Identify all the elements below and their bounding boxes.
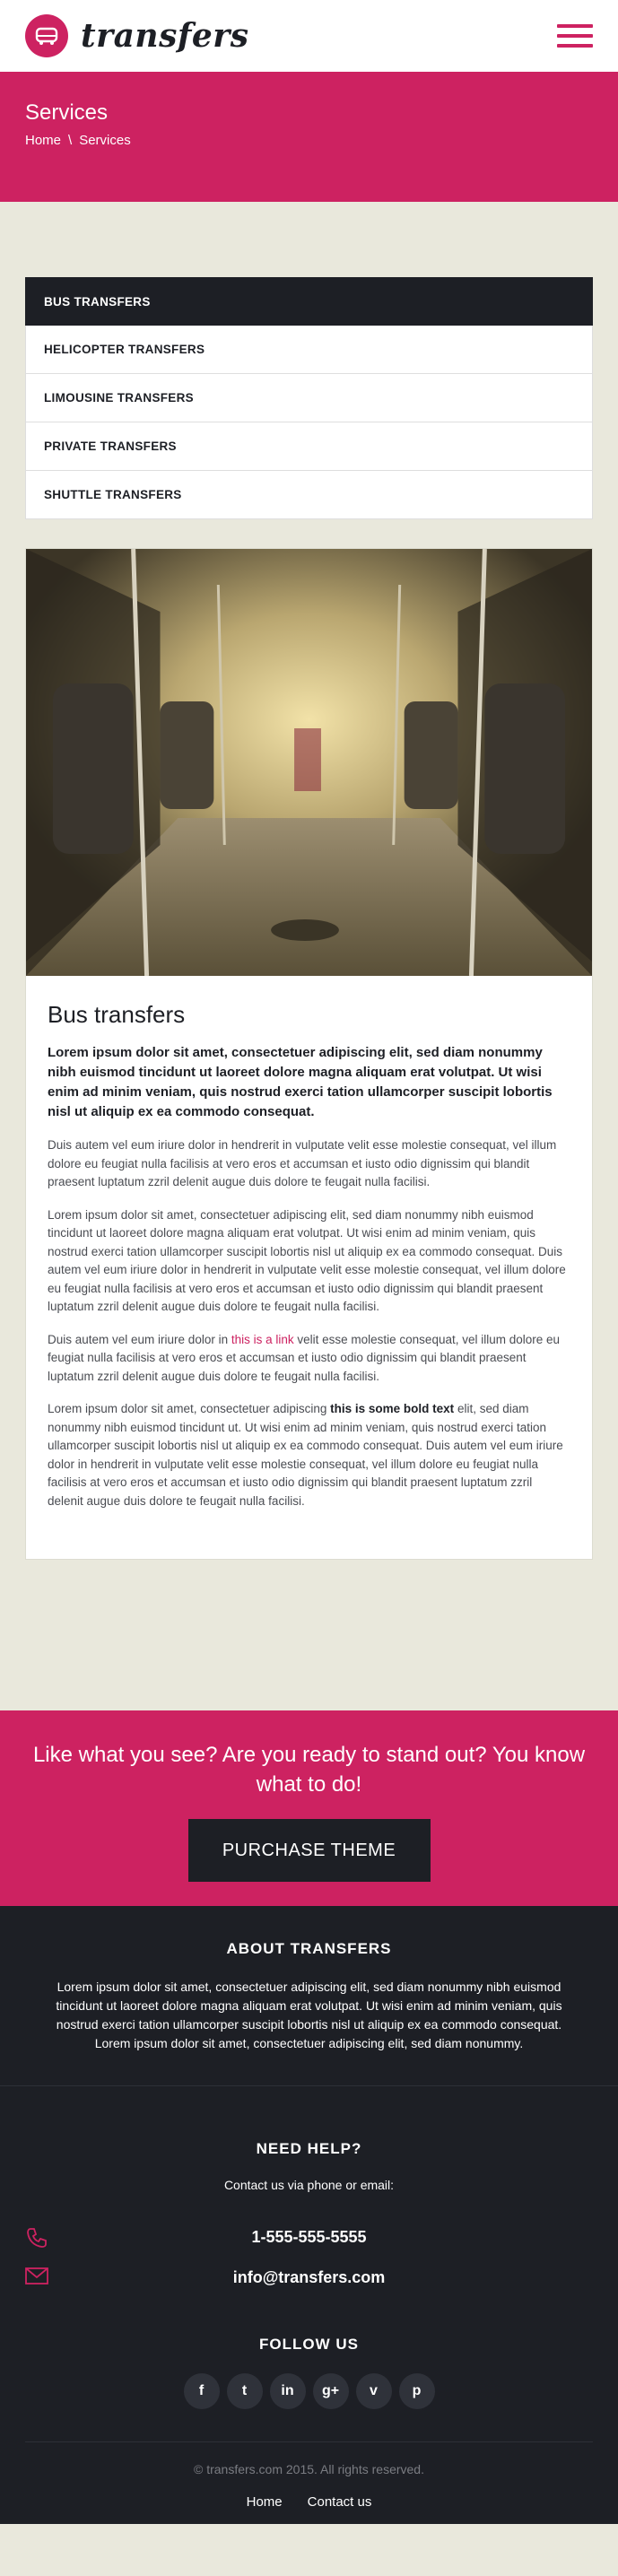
pinterest-icon[interactable]: p: [399, 2373, 435, 2409]
article-paragraph: Duis autem vel eum iriure dolor in hendrerit in vulputate velit esse molestie consequat, vel illum dolore eu feugiat nulla facilisis at vero eros et accumsan et iusto odio dignissim qui blandit praesent luptatum zzril delenit augue duis dolore te feugait nulla facilisi.: [48, 1138, 557, 1188]
main-content: [0, 202, 618, 1560]
help-title: NEED HELP?: [256, 2140, 362, 2157]
menu-toggle-icon[interactable]: [557, 24, 593, 48]
envelope-icon: [25, 2267, 48, 2286]
about-text: Lorem ipsum dolor sit amet, consectetuer adipiscing elit, sed diam nonummy nibh euismod tincidunt ut laoreet dolore magna aliquam erat volutpat. Ut wisi enim ad minim veniam, quis nostrud exerci tation ullamcorper suscipit lobortis nisl ut aliquip ex ea commodo consequat. Lorem ipsum dolor sit amet, consectetuer adipiscing elit, sed diam nonummy.: [56, 1980, 562, 2050]
footer-link-contact[interactable]: Contact us: [307, 2494, 372, 2510]
follow-section: [0, 2298, 618, 2409]
breadcrumb-current: Services: [79, 133, 131, 148]
paragraph-text: elit, sed diam nonummy nibh euismod tincidunt ut. Ut wisi enim ad minim veniam, quis nostrud exerci tation ullamcorper suscipit lobortis nisl ut aliquip ex ea commodo consequat. Duis autem vel eum iriure dolor in hendrerit in vulputate velit esse molestie consequat, vel illum dolore eu feugiat nulla facilisis at vero eros et accumsan et iusto odio dignissim qui blandit praesent luptatum zzril delenit augue duis dolore te feugait nulla facilisi.: [48, 1402, 563, 1508]
bus-logo-icon: [25, 14, 68, 57]
purchase-theme-button[interactable]: PURCHASE THEME: [188, 1819, 431, 1882]
breadcrumb-home[interactable]: Home: [25, 133, 62, 148]
help-subtitle: Contact us via phone or email:: [223, 2178, 395, 2192]
bold-text: this is some bold text: [330, 1402, 455, 1415]
menu-item-private-transfers[interactable]: PRIVATE TRANSFERS: [25, 422, 593, 471]
paragraph-text: velit esse molestie consequat, vel illum dolore eu feugiat nulla facilisis at vero eros et accumsan et iusto odio dignissim qui blandit praesent luptatum zzril delenit augue duis dolore te feugait nulla facilisi.: [48, 1332, 561, 1383]
linkedin-icon[interactable]: in: [270, 2373, 306, 2409]
breadcrumb-separator: \: [68, 133, 73, 148]
copyright: © transfers.com 2015. All rights reserved.: [194, 2462, 424, 2476]
footer-bottom: [25, 2441, 593, 2524]
page-header: [0, 72, 618, 202]
breadcrumb: [25, 133, 593, 148]
email-row: [25, 2258, 593, 2298]
logo-text: transfers: [81, 17, 249, 55]
bus-interior-image: [26, 549, 592, 976]
phone-number[interactable]: 1-555-555-5555: [251, 2228, 367, 2246]
footer-nav: [25, 2494, 593, 2510]
article-title: Bus transfers: [48, 1001, 186, 1028]
article-paragraph: Lorem ipsum dolor sit amet, consectetuer adipiscing elit, sed diam nonummy nibh euismod tincidunt ut laoreet dolore magna aliquam erat volutpat. Ut wisi enim ad minim veniam, quis nostrud exerci tation ullamcorper suscipit lobortis nisl ut aliquip ex ea commodo consequat. Duis autem vel eum iriure dolor in hendrerit in vulputate velit esse molestie consequat, vel illum dolore eu feugiat nulla facilisis at vero eros et accumsan et iusto odio dignissim qui blandit praesent luptatum zzril delenit augue duis dolore te feugait nulla facilisi.: [48, 1207, 566, 1313]
site-header: [0, 0, 618, 72]
logo[interactable]: [25, 14, 249, 57]
help-section: [0, 2086, 618, 2298]
inline-link[interactable]: this is a link: [231, 1332, 294, 1346]
page-title: Services: [25, 100, 109, 125]
call-to-action: [0, 1710, 618, 1906]
article-paragraph: [48, 1400, 570, 1510]
menu-item-limousine-transfers[interactable]: LIMOUSINE TRANSFERS: [25, 374, 593, 422]
cta-text: Like what you see? Are you ready to stand out? You know what to do!: [32, 1743, 586, 1797]
about-title: ABOUT TRANSFERS: [226, 1940, 392, 1957]
card-body: [26, 976, 592, 1559]
vimeo-icon[interactable]: v: [356, 2373, 392, 2409]
menu-item-shuttle-transfers[interactable]: SHUTTLE TRANSFERS: [25, 471, 593, 519]
footer-link-home[interactable]: Home: [246, 2494, 283, 2510]
services-menu: [25, 277, 593, 519]
article-lead: Lorem ipsum dolor sit amet, consectetuer adipiscing elit, sed diam nonummy nibh euismod tincidunt ut laoreet dolore magna aliquam erat volutpat. Ut wisi enim ad minim veniam, quis nostrud exerci tation ullamcorper suscipit lobortis nisl ut aliquip ex ea commodo consequat.: [48, 1045, 553, 1119]
menu-item-helicopter-transfers[interactable]: HELICOPTER TRANSFERS: [25, 326, 593, 374]
paragraph-text: Duis autem vel eum iriure dolor in: [48, 1332, 231, 1346]
social-links: [0, 2373, 618, 2409]
site-footer: [0, 1906, 618, 2524]
facebook-icon[interactable]: f: [184, 2373, 220, 2409]
follow-title: FOLLOW US: [259, 2336, 359, 2353]
email-address[interactable]: info@transfers.com: [232, 2268, 386, 2286]
phone-icon: [25, 2226, 48, 2250]
google-plus-icon[interactable]: g+: [313, 2373, 349, 2409]
twitter-icon[interactable]: t: [227, 2373, 263, 2409]
menu-item-bus-transfers[interactable]: BUS TRANSFERS: [25, 277, 593, 326]
article-paragraph: [48, 1331, 570, 1387]
paragraph-text: Lorem ipsum dolor sit amet, consectetuer adipiscing: [48, 1402, 331, 1415]
service-card: [25, 548, 593, 1560]
phone-row: [25, 2217, 593, 2258]
about-section: [0, 1906, 618, 2086]
